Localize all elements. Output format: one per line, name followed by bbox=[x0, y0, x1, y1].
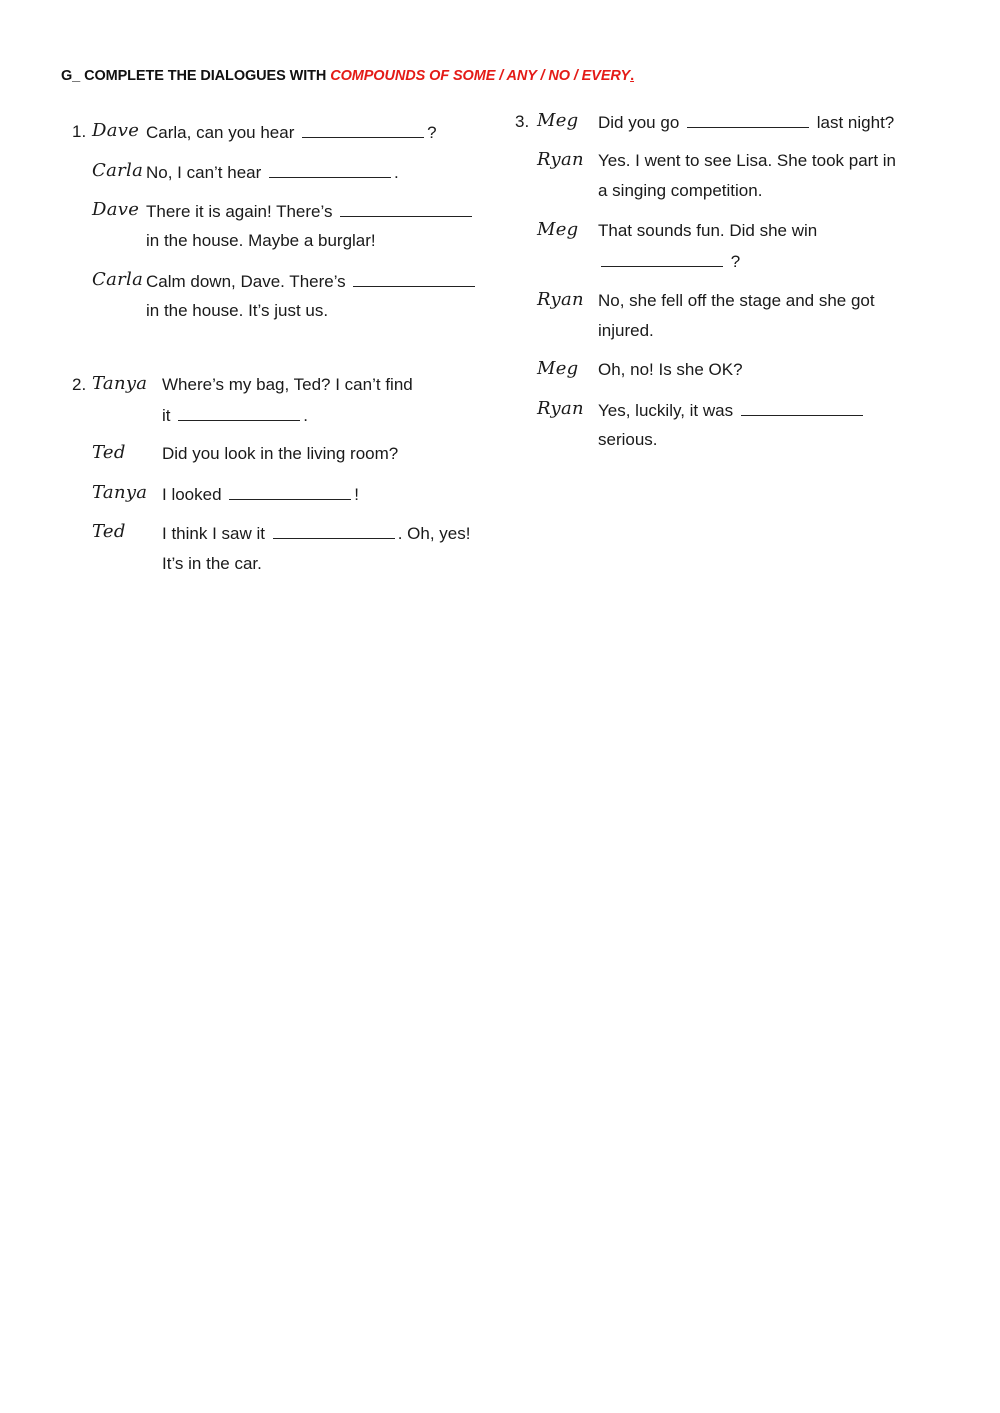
line-text: Did you go bbox=[598, 113, 680, 132]
heading-prefix: G_ COMPLETE THE DIALOGUES WITH bbox=[61, 68, 327, 84]
speaker-name: Ryan bbox=[537, 398, 584, 419]
answer-blank[interactable] bbox=[178, 405, 300, 421]
line-text: ? bbox=[427, 123, 437, 142]
dialogue-line: No, she fell off the stage and she got bbox=[598, 291, 875, 310]
answer-blank[interactable] bbox=[269, 162, 391, 178]
speaker-name: Meg bbox=[537, 219, 579, 240]
line-text: it bbox=[162, 406, 171, 425]
line-text: I think I saw it bbox=[162, 524, 265, 543]
dialogue-line-continued: It’s in the car. bbox=[162, 554, 262, 573]
answer-blank[interactable] bbox=[687, 112, 809, 128]
speaker-name: Carla bbox=[92, 160, 144, 181]
speaker-name: Meg bbox=[537, 358, 579, 379]
dialogue-line bbox=[598, 400, 866, 421]
answer-blank[interactable] bbox=[229, 484, 351, 500]
speaker-name: Ryan bbox=[537, 289, 584, 310]
dialogue-line: Where’s my bag, Ted? I can’t find bbox=[162, 375, 413, 394]
speaker-name: Dave bbox=[92, 120, 140, 141]
answer-blank[interactable] bbox=[601, 251, 723, 267]
answer-blank[interactable] bbox=[302, 122, 424, 138]
line-text: Carla, can you hear bbox=[146, 123, 295, 142]
dialogue-line bbox=[598, 112, 894, 133]
dialogue-line bbox=[146, 162, 399, 183]
speaker-name: Meg bbox=[537, 110, 579, 131]
speaker-name: Dave bbox=[92, 199, 140, 220]
answer-blank[interactable] bbox=[273, 523, 395, 539]
dialogue-line-continued: serious. bbox=[598, 430, 658, 449]
dialogue-line-continued bbox=[162, 405, 308, 426]
dialogue-line: Oh, no! Is she OK? bbox=[598, 360, 743, 379]
dialogue-line: That sounds fun. Did she win bbox=[598, 221, 818, 240]
dialogue-line bbox=[146, 122, 437, 143]
speaker-name: Ted bbox=[92, 442, 126, 463]
dialogue-line bbox=[162, 484, 359, 505]
dialogue-number: 3. bbox=[515, 112, 530, 131]
speaker-name: Tanya bbox=[92, 482, 148, 503]
instruction-heading bbox=[61, 68, 634, 84]
answer-blank[interactable] bbox=[741, 400, 863, 416]
dialogue-line-continued: a singing competition. bbox=[598, 181, 763, 200]
line-text: ? bbox=[730, 252, 741, 271]
dialogue-line-continued: in the house. It’s just us. bbox=[146, 301, 329, 320]
dialogue-line-continued: injured. bbox=[598, 321, 654, 340]
heading-highlight: COMPOUNDS OF SOME / ANY / NO / EVERY bbox=[330, 68, 631, 84]
line-text: Calm down, Dave. There’s bbox=[146, 272, 346, 291]
line-text: last night? bbox=[816, 113, 895, 132]
dialogue-line bbox=[162, 523, 470, 544]
dialogue-line: Did you look in the living room? bbox=[162, 444, 399, 463]
answer-blank[interactable] bbox=[340, 201, 472, 217]
dialogue-line-continued bbox=[598, 251, 740, 272]
line-text: . bbox=[394, 163, 399, 182]
line-text: I looked bbox=[162, 485, 222, 504]
line-text: No, I can’t hear bbox=[146, 163, 262, 182]
dialogue-number: 1. bbox=[72, 122, 87, 141]
speaker-name: Ted bbox=[92, 521, 126, 542]
heading-period: . bbox=[630, 68, 635, 84]
dialogue-line: Yes. I went to see Lisa. She took part in bbox=[598, 151, 896, 170]
line-text: ! bbox=[354, 485, 360, 504]
speaker-name: Carla bbox=[92, 269, 144, 290]
dialogue-line bbox=[146, 271, 478, 292]
speaker-name: Tanya bbox=[92, 373, 148, 394]
dialogue-number: 2. bbox=[72, 375, 87, 394]
dialogue-line-continued: in the house. Maybe a burglar! bbox=[146, 231, 376, 250]
speaker-name: Ryan bbox=[537, 149, 584, 170]
line-text: . bbox=[303, 406, 308, 425]
line-text: Yes, luckily, it was bbox=[598, 401, 734, 420]
answer-blank[interactable] bbox=[353, 271, 475, 287]
dialogue-line bbox=[146, 201, 475, 222]
line-text: . Oh, yes! bbox=[397, 524, 471, 543]
line-text: There it is again! There’s bbox=[146, 202, 333, 221]
